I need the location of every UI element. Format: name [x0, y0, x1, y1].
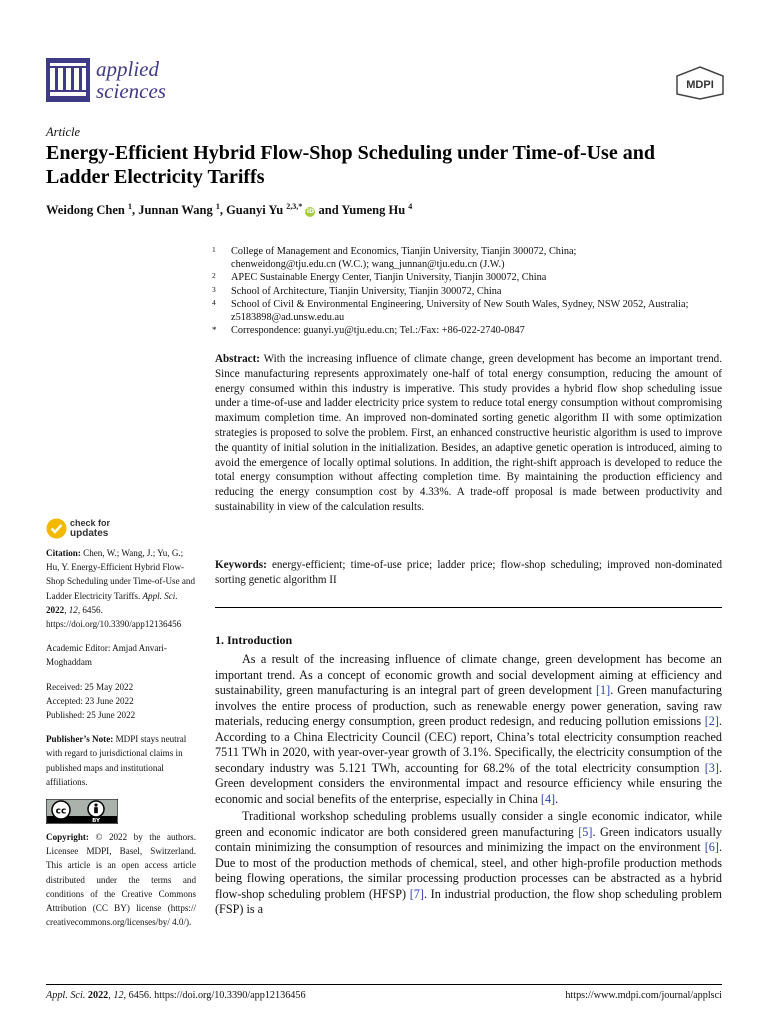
citation-text: Chen, W.; Wang, J.; Yu, G.; Hu, Y. Energy-Efficient Hybrid Flow-Shop Scheduling under Time-of-Use and Ladder Electricity Tariffs. — [46, 548, 196, 601]
journal-name-line2: sciences — [96, 79, 166, 103]
check-updates-label — [70, 519, 110, 538]
affiliation-text: School of Architecture, Tianjin University, Tianjin 300072, China — [231, 285, 502, 297]
paragraph-text: . — [555, 791, 559, 806]
section-divider — [215, 607, 722, 608]
footer-citation: Appl. Sci. 2022, 12, 6456. https://doi.org/10.3390/app12136456 — [46, 990, 306, 1001]
citation-link[interactable]: [6] — [704, 840, 719, 854]
publisher-note-label: Publisher’s Note: — [46, 734, 114, 745]
check-for-updates[interactable] — [46, 517, 126, 543]
paragraph-text: . Due to most of the production methods of chemical, steel, and other high-profile production methods being flowing operations, the similar processing production processes can be abstracted as a hybrid flow-shop scheduling problem (HFSP) — [215, 840, 722, 901]
publisher-note-text: MDPI stays neutral with regard to jurisdictional claims in published maps and institutional affiliations. — [46, 734, 187, 787]
abstract — [215, 352, 722, 515]
footer-volume: 12 — [113, 990, 124, 1001]
published-date: Published: 25 June 2022 — [46, 710, 136, 721]
journal-logo-icon — [46, 58, 90, 102]
citation-doi[interactable]: , 6456. https://doi.org/10.3390/app12136456 — [46, 604, 182, 630]
check-updates-line2: updates — [70, 527, 109, 539]
citation-volume: 12 — [68, 604, 78, 615]
paragraph-text: . Green development considers the environmental impact and resource efficiency while ensuring the economic and social benefits of the enterprise, especially in China — [215, 760, 722, 806]
paragraph-text: . Green manufacturing involves the entire process of production, such as renewable energy power generation, saving raw materials, reducing energy consumption, green product redesign, and reducing pollution emissions — [215, 683, 722, 728]
orcid-icon[interactable]: iD — [306, 208, 314, 215]
affiliation-text: APEC Sustainable Energy Center, Tianjin University, Tianjin 300072, China — [231, 272, 547, 284]
abstract-label: Abstract: — [215, 353, 260, 365]
affiliation-emails[interactable]: z5183898@ad.unsw.edu.au — [231, 312, 345, 324]
affiliation-number: 3 — [212, 284, 216, 294]
author-affil-sup: 4 — [408, 201, 413, 211]
affiliation-item — [210, 245, 730, 258]
correspondence-marker: * — [212, 325, 217, 336]
citation-link[interactable]: [2] — [704, 714, 719, 728]
footer-journal: Appl. Sci. — [46, 990, 86, 1001]
check-updates-icon — [46, 518, 67, 539]
article-info-sidebar — [46, 546, 196, 939]
citation-link[interactable]: [7] — [409, 886, 424, 901]
copyright-text: © 2022 by the authors. Licensee MDPI, Basel, Switzerland. This article is an open access article distributed under the terms and conditions of the Creative Commons Attribution (CC BY) license (https:// creativecommons.org/licenses/by/ 4.0/). — [46, 832, 196, 928]
affiliation-text: College of Management and Economics, Tianjin University, Tianjin 300072, China; — [231, 246, 577, 257]
keywords-label: Keywords: — [215, 559, 267, 571]
author-separator: , — [131, 203, 139, 217]
author-separator: and — [315, 203, 342, 217]
copyright-block — [46, 830, 196, 929]
page-footer — [46, 990, 722, 1001]
author-name[interactable]: Weidong Chen — [46, 203, 125, 217]
paragraph-text: Traditional workshop scheduling problems usually consider a single economic indicator, while green and economic indicator are both considered green manufacturing — [215, 809, 722, 839]
affiliation-list — [210, 245, 730, 337]
page-header — [46, 58, 726, 108]
affiliation-item — [210, 271, 730, 284]
correspondence-text[interactable]: Correspondence: guanyi.yu@tju.edu.cn; Tel.:/Fax: +86-022-2740-0847 — [231, 325, 525, 337]
affiliation-item — [210, 285, 730, 298]
author-list — [46, 203, 726, 218]
journal-name-line1: applied — [96, 57, 159, 81]
publisher-logo-text: MDPI — [686, 79, 714, 91]
publisher-note — [46, 732, 196, 789]
citation-link[interactable]: [4] — [540, 791, 556, 806]
cc-by-license-icon[interactable] — [46, 799, 118, 824]
affiliation-item — [210, 298, 730, 311]
paragraph — [215, 809, 722, 918]
author-affil-sup: 2,3,* — [286, 201, 303, 211]
paragraph — [215, 652, 722, 807]
affiliation-text: School of Civil & Environmental Engineering, University of New South Wales, Sydney, NSW 2052, Australia; — [231, 298, 689, 310]
citation-block: Citation: Chen, W.; Wang, J.; Yu, G.; Hu, Y. Energy-Efficient Hybrid Flow-Shop Scheduling under Time-of-Use and Ladder Electricity Tariffs. Appl. Sci. 2022, 12, 6456. https://doi.org/10.3390/app12136456 — [46, 548, 196, 630]
citation-link[interactable]: [3] — [704, 760, 719, 775]
citation-journal: Appl. Sci. — [142, 590, 178, 601]
journal-name — [96, 58, 166, 102]
accepted-date: Accepted: 23 June 2022 — [46, 695, 134, 706]
affiliation-item — [210, 311, 730, 324]
footer-journal-url[interactable]: https://www.mdpi.com/journal/applsci — [565, 990, 722, 1001]
mdpi-logo-icon — [674, 66, 726, 100]
affiliation-number: 4 — [212, 297, 216, 307]
author-separator: , — [219, 203, 227, 217]
introduction-body — [215, 652, 722, 918]
keywords — [215, 558, 722, 588]
affiliation-number: 1 — [212, 245, 216, 254]
author-affil-sup: 1 — [215, 201, 220, 211]
dates-block — [46, 680, 196, 723]
article-title: Energy-Efficient Hybrid Flow-Shop Scheduling under Time-of-Use and Ladder Electricity Tariffs — [46, 142, 655, 188]
received-date: Received: 25 May 2022 — [46, 681, 134, 692]
footer-doi-link[interactable]: , 6456. https://doi.org/10.3390/app12136456 — [123, 990, 306, 1001]
paragraph-text: . According to a China Electricity Council (CEC) report, China’s total electricity consumption reached 7511 TWh in 2020, with year-over-year growth of 3.1%. Specifically, the electricity consumption of the secondary industry was 5.121 TWh, accounting for 68.2% of the total electricity consumption — [215, 714, 722, 775]
author-name[interactable]: Guanyi Yu — [226, 203, 284, 217]
paragraph-text: . In industrial production, the flow shop scheduling problem (FSP) is a — [215, 886, 722, 916]
footer-year: 2022 — [87, 990, 109, 1001]
keywords-text: energy-efficient; time-of-use price; ladder price; flow-shop scheduling; improved non-dominated sorting genetic algorithm II — [215, 559, 722, 586]
footer-divider — [46, 984, 722, 985]
section-title: 1. Introduction — [215, 633, 293, 647]
citation-year: 2022 — [46, 604, 65, 615]
author-name[interactable]: Yumeng Hu — [341, 203, 406, 217]
affiliation-item — [210, 258, 730, 271]
paragraph-text: . Green indicators usually contain minimizing the consumption of resources and minimizing the impact on the environment — [215, 824, 722, 854]
affiliation-number: 2 — [212, 271, 216, 281]
check-updates-line1: check for — [70, 518, 111, 528]
affiliation-emails[interactable]: chenweidong@tju.edu.cn (W.C.); wang_junnan@tju.edu.cn (J.W.) — [231, 259, 505, 271]
abstract-text: With the increasing influence of climate change, green development has become an important trend. Since manufacturing represents approximately one-half of total energy consumption, reducing the amount of energy consumed within this industry is imperative. This study provides a hybrid flow shop scheduling issue under a time-of-use and ladder electricity price system to reduce total energy consumption without compromising maximum completion time. An improved non-dominated sorting genetic algorithm II with some optimization strategies is proposed to solve the problem. First, an enhanced constructive heuristic algorithm is used to improve the quantity of initial solution in the initialization. Besides, an adaptive genetic operation is introduced, aiming to avoid the emergence of locally optimal solutions. In addition, the right-shift approach is developed to reduce the total energy consumption without affecting completion time. By maintaining the production efficiency and reducing the energy consumption cost by 4.33%. A trade-off proposal is made between productivity and sustainability in view of the calculation results. — [215, 353, 723, 513]
svg-text:cc: cc — [55, 806, 67, 817]
citation-link[interactable]: [5] — [578, 824, 593, 839]
correspondence-item — [210, 324, 730, 337]
citation-link[interactable]: [1] — [595, 683, 611, 697]
cc-by-label: BY — [92, 818, 100, 825]
article-type: Article — [46, 125, 81, 139]
copyright-label: Copyright: — [46, 832, 89, 843]
author-name[interactable]: Junnan Wang — [138, 203, 213, 217]
paragraph-text: As a result of the increasing influence of climate change, green development has become an important trend. As a concept of economic growth and social development aiming at efficiency and sustainability, green manufacturing is an integral part of green development — [215, 652, 722, 697]
author-affil-sup: 1 — [127, 201, 132, 211]
citation-label: Citation: — [46, 548, 81, 558]
academic-editor: Academic Editor: Amjad Anvari-Moghaddam — [46, 643, 167, 668]
